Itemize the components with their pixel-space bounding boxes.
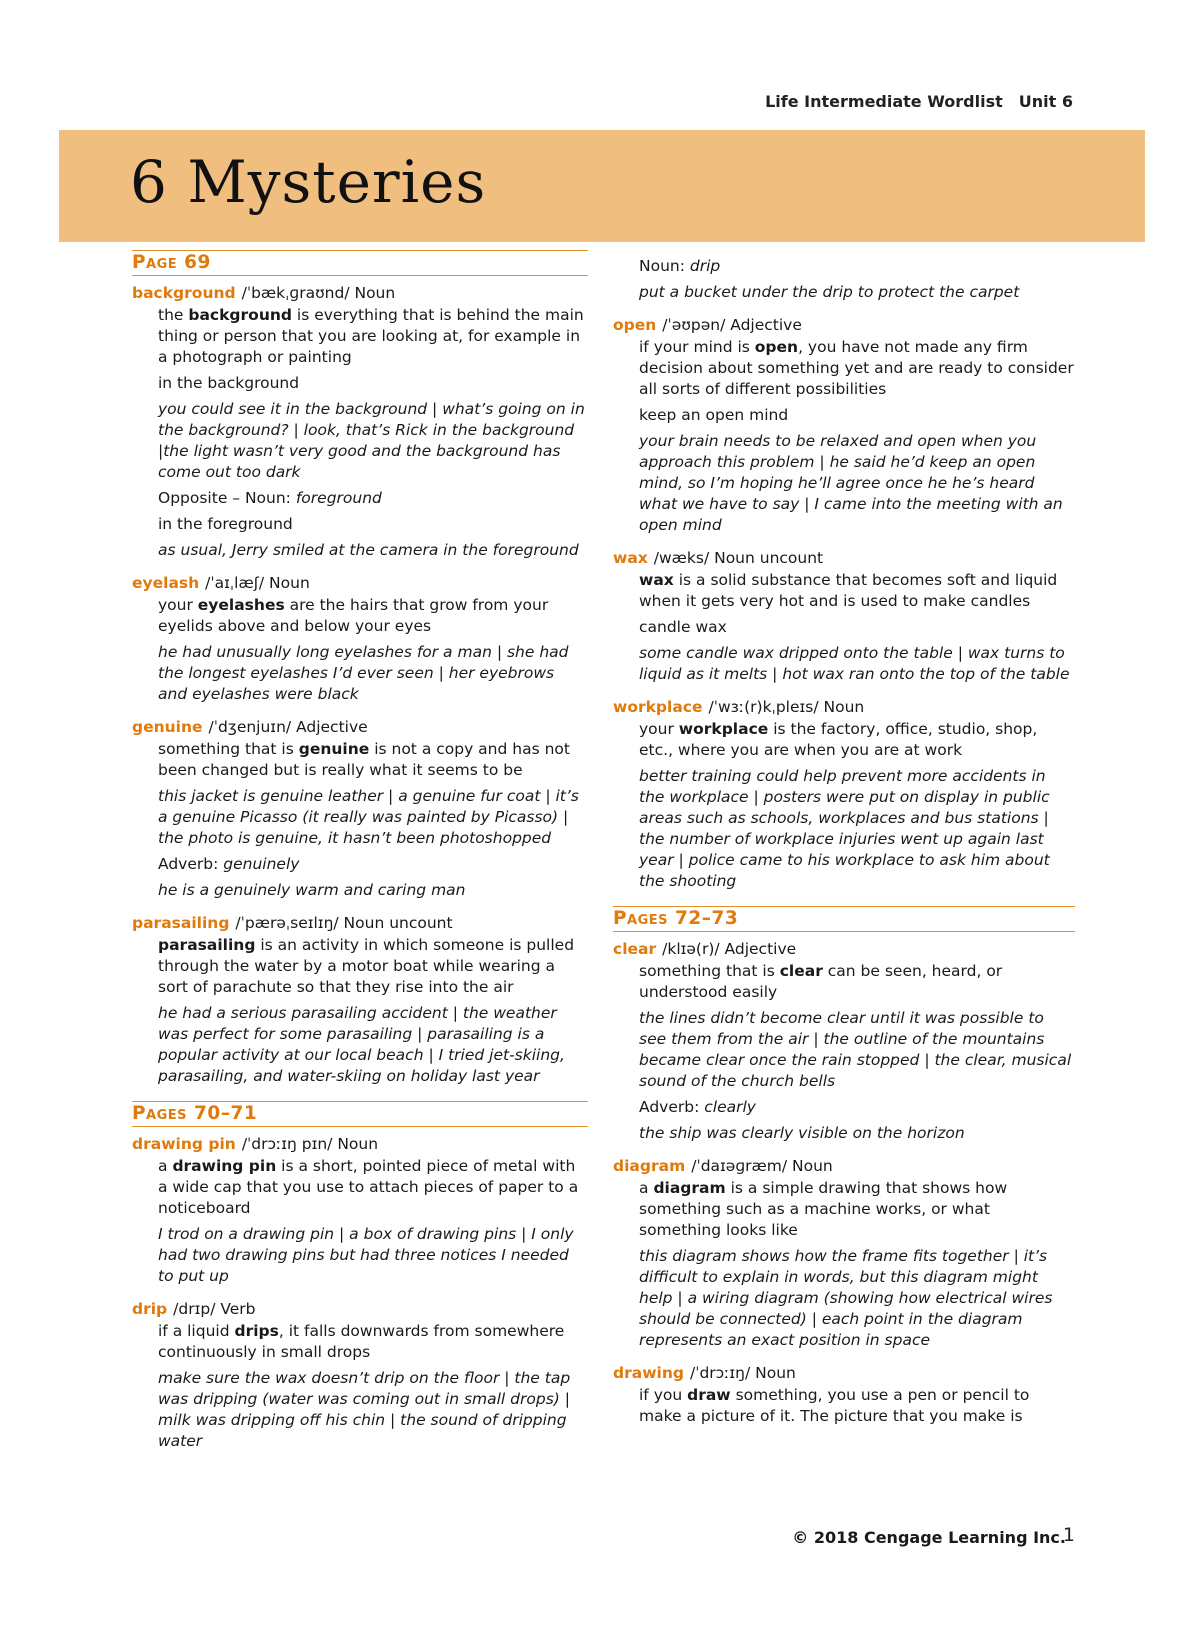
example: make sure the wax doesn’t drip on the floor | the tap was dripping (water was coming out in small drops) | milk was dripping off his chin | the sound of dripping water (158, 1369, 571, 1450)
unit-label: Unit 6 (1018, 92, 1073, 111)
definition: wax is a solid substance that becomes soft and liquid when it gets very hot and is used to make candles (639, 571, 1058, 610)
definition: if you draw something, you use a pen or pencil to make a picture of it. The picture that you make is (639, 1386, 1030, 1425)
entry-drip (132, 1299, 588, 1452)
entry-open (613, 315, 1075, 536)
example: some candle wax dripped onto the table | wax turns to liquid as it melts | hot wax ran onto the top of the table (639, 644, 1070, 683)
definition: if a liquid drips, it falls downwards from somewhere continuously in small drops (158, 1322, 565, 1361)
example: better training could help prevent more accidents in the workplace | posters were put on display in public areas such as schools, workplaces and bus stations | the number of workplace injuries went up again last year | police came to his workplace to ask him about the shooting (639, 767, 1050, 890)
example: as usual, Jerry smiled at the camera in the foreground (158, 541, 579, 559)
example: the lines didn’t become clear until it was possible to see them from the air | the outline of the mountains became clear once the rain stopped | the clear, musical sound of the church bells (639, 1009, 1072, 1090)
headword: wax (613, 549, 648, 567)
headword: diagram (613, 1157, 686, 1175)
example: this jacket is genuine leather | a genuine fur coat | it’s a genuine Picasso (it really was painted by Picasso) | the photo is genuine, it hasn’t been photoshopped (158, 787, 579, 847)
definition: parasailing is an activity in which someone is pulled through the water by a motor boat while wearing a sort of parachute so that they rise into the air (158, 936, 575, 996)
entry-drip-noun (613, 256, 1075, 303)
entry-eyelash (132, 573, 588, 705)
section-heading-pages-70-71: Pages 70–71 (132, 1101, 588, 1127)
noun-form: Noun: drip (639, 257, 721, 275)
phrase: in the background (158, 374, 300, 392)
entry-workplace (613, 697, 1075, 892)
entry-diagram (613, 1156, 1075, 1351)
definition: something that is clear can be seen, heard, or understood easily (639, 962, 1003, 1001)
example: he had unusually long eyelashes for a man | she had the longest eyelashes I’d ever seen | her eyebrows and eyelashes were black (158, 643, 569, 703)
example: he is a genuinely warm and caring man (158, 881, 466, 899)
headword: drawing pin (132, 1135, 236, 1153)
headword: open (613, 316, 657, 334)
left-column (132, 250, 588, 1464)
example: the ship was clearly visible on the horizon (639, 1124, 965, 1142)
unit-title: 6 Mysteries (130, 148, 487, 216)
definition: if your mind is open, you have not made any firm decision about something yet and are ready to consider all sorts of different possibilities (639, 338, 1074, 398)
phrase: keep an open mind (639, 406, 789, 424)
pronunciation: /ˈwɜː(r)kˌpleɪs/ Noun (708, 698, 865, 716)
pronunciation: /ˈaɪˌlæʃ/ Noun (205, 574, 310, 592)
example: your brain needs to be relaxed and open when you approach this problem | he said he’d keep an open mind, so I’m hoping he’ll agree once he he’s heard what we have to say | I came into the meeting with an open mind (639, 432, 1063, 534)
entry-wax (613, 548, 1075, 685)
example: this diagram shows how the frame fits together | it’s difficult to explain in words, but this diagram might help | a wiring diagram (showing how electrical wires should be connected) | each point in the diagram represents an exact position in space (639, 1247, 1053, 1349)
pronunciation: /wæks/ Noun uncount (653, 549, 824, 567)
definition: the background is everything that is behind the main thing or person that you are looking at, for example in a photograph or painting (158, 306, 584, 366)
definition: a drawing pin is a short, pointed piece of metal with a wide cap that you use to attach pieces of paper to a noticeboard (158, 1157, 579, 1217)
entry-drawing-pin (132, 1134, 588, 1287)
headword: drip (132, 1300, 168, 1318)
definition: your eyelashes are the hairs that grow from your eyelids above and below your eyes (158, 596, 549, 635)
headword: workplace (613, 698, 703, 716)
headword: parasailing (132, 914, 230, 932)
example: put a bucket under the drip to protect the carpet (639, 283, 1020, 301)
pronunciation: /drɪp/ Verb (173, 1300, 256, 1318)
title-banner (59, 130, 1145, 242)
example: I trod on a drawing pin | a box of drawing pins | I only had two drawing pins but had three notices I needed to put up (158, 1225, 574, 1285)
pronunciation: /ˈdrɔːɪŋ pɪn/ Noun (241, 1135, 379, 1153)
headword: clear (613, 940, 657, 958)
adverb: Adverb: genuinely (158, 855, 300, 873)
definition: a diagram is a simple drawing that shows how something such as a machine works, or what something looks like (639, 1179, 1008, 1239)
example: he had a serious parasailing accident | the weather was perfect for some parasailing | parasailing is a popular activity at our local beach | I tried jet-skiing, parasailing, and water-skiing on holiday last year (158, 1004, 565, 1085)
entry-drawing (613, 1363, 1075, 1427)
pronunciation: /ˈdrɔːɪŋ/ Noun (689, 1364, 796, 1382)
pronunciation: /klɪə(r)/ Adjective (662, 940, 797, 958)
pronunciation: /ˈdaɪəɡræm/ Noun (691, 1157, 833, 1175)
phrase: in the foreground (158, 515, 293, 533)
entry-clear (613, 939, 1075, 1144)
adverb: Adverb: clearly (639, 1098, 756, 1116)
pronunciation: /ˈbækˌɡraʊnd/ Noun (241, 284, 396, 302)
headword: background (132, 284, 236, 302)
headword: genuine (132, 718, 203, 736)
wordlist-title: Life Intermediate Wordlist (765, 92, 1003, 111)
entry-background (132, 283, 588, 561)
page-number: 1 (1062, 1524, 1075, 1546)
pronunciation: /ˈpærəˌseɪlɪŋ/ Noun uncount (235, 914, 453, 932)
pronunciation: /ˈəʊpən/ Adjective (662, 316, 802, 334)
pronunciation: /ˈdʒenjuɪn/ Adjective (208, 718, 368, 736)
definition: something that is genuine is not a copy and has not been changed but is really what it seems to be (158, 740, 570, 779)
opposite: Opposite – Noun: foreground (158, 489, 382, 507)
headword: eyelash (132, 574, 200, 592)
right-column (613, 256, 1075, 1439)
entry-genuine (132, 717, 588, 901)
copyright-footer: © 2018 Cengage Learning Inc. (792, 1528, 1066, 1547)
phrase: candle wax (639, 618, 727, 636)
running-header (765, 92, 1073, 111)
entry-parasailing (132, 913, 588, 1087)
section-heading-pages-72-73: Pages 72–73 (613, 906, 1075, 932)
section-heading-page-69: Page 69 (132, 250, 588, 276)
example: you could see it in the background | what’s going on in the background? | look, that’s Rick in the background |the light wasn’t very good and the background has come out too dark (158, 400, 585, 481)
headword: drawing (613, 1364, 684, 1382)
definition: your workplace is the factory, office, studio, shop, etc., where you are when you are at work (639, 720, 1038, 759)
